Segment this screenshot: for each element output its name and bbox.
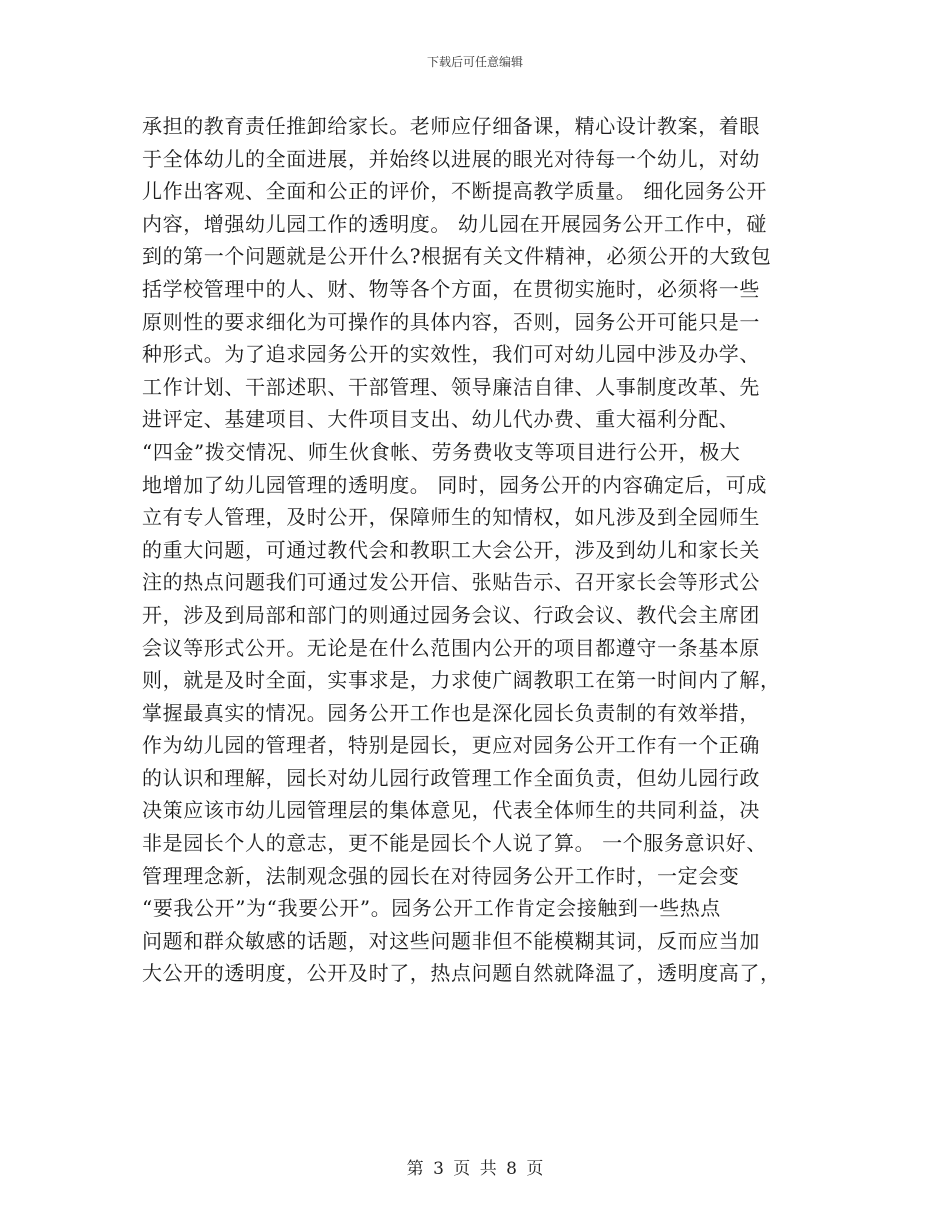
text-line: 地增加了幼儿园管理的透明度。 同时，园务公开的内容确定后，可成 <box>142 472 767 497</box>
text-line: 管理理念新，法制观念强的园长在对待园务公开工作时，一定会变 <box>142 863 740 888</box>
text-line: “四金”拨交情况、师生伙食帐、劳务费收支等项目进行公开，极大 <box>142 439 741 464</box>
text-line: “要我公开”为“我要公开”。园务公开工作肯定会接触到一些热点 <box>142 896 721 921</box>
text-line: 作为幼儿园的管理者，特别是园长，更应对园务公开工作有一个正确 <box>142 733 760 758</box>
text-line: 非是园长个人的意志，更不能是园长个人说了算。 一个服务意识好、 <box>142 831 767 856</box>
text-line: 内容，增强幼儿园工作的透明度。 幼儿园在开展园务公开工作中，碰 <box>142 211 767 236</box>
text-line: 开，涉及到局部和部门的则通过园务会议、行政会议、教代会主席团 <box>142 602 760 627</box>
document-body <box>142 110 822 990</box>
text-line: 于全体幼儿的全面进展，并始终以进展的眼光对待每一个幼儿，对幼 <box>142 146 760 171</box>
text-line: 原则性的要求细化为可操作的具体内容，否则，园务公开可能只是一 <box>142 309 760 334</box>
text-line: 括学校管理中的人、财、物等各个方面，在贯彻实施时，必须将一些 <box>142 276 760 301</box>
text-line: 大公开的透明度，公开及时了，热点问题自然就降温了，透明度高了， <box>142 961 781 986</box>
text-line: 立有专人管理，及时公开，保障师生的知情权，如凡涉及到全园师生 <box>142 505 760 530</box>
text-line: 儿作出客观、全面和公正的评价，不断提高教学质量。 细化园务公开 <box>142 179 767 204</box>
text-line: 工作计划、干部述职、干部管理、领导廉洁自律、人事制度改革、先 <box>142 374 760 399</box>
text-line: 则，就是及时全面，实事求是，力求使广阔教职工在第一时间内了解， <box>142 668 781 693</box>
page-header-note: 下载后可任意编辑 <box>426 55 523 69</box>
text-line: 掌握最真实的情况。园务公开工作也是深化园长负责制的有效举措， <box>142 700 760 725</box>
text-line: 进评定、基建项目、大件项目支出、幼儿代办费、重大福利分配、 <box>142 407 740 432</box>
text-line: 种形式。为了追求园务公开的实效性，我们可对幼儿园中涉及办学、 <box>142 342 760 367</box>
text-line: 到的第一个问题就是公开什么?根据有关文件精神，必须公开的大致包 <box>142 244 772 269</box>
text-line: 承担的教育责任推卸给家长。老师应仔细备课，精心设计教案，着眼 <box>142 114 760 138</box>
text-line: 的重大问题，可通过教代会和教职工大会公开，涉及到幼儿和家长关 <box>142 537 760 562</box>
text-line: 问题和群众敏感的话题，对这些问题非但不能模糊其词，反而应当加 <box>142 928 760 953</box>
text-line: 的认识和理解，园长对幼儿园行政管理工作全面负责，但幼儿园行政 <box>142 765 760 790</box>
page-number: 第 3 页 共 8 页 <box>406 1159 544 1179</box>
text-line: 决策应该市幼儿园管理层的集体意见，代表全体师生的共同利益，决 <box>142 798 760 823</box>
text-line: 会议等形式公开。无论是在什么范围内公开的项目都遵守一条基本原 <box>142 635 760 660</box>
text-line: 注的热点问题我们可通过发公开信、张贴告示、召开家长会等形式公 <box>142 570 760 595</box>
